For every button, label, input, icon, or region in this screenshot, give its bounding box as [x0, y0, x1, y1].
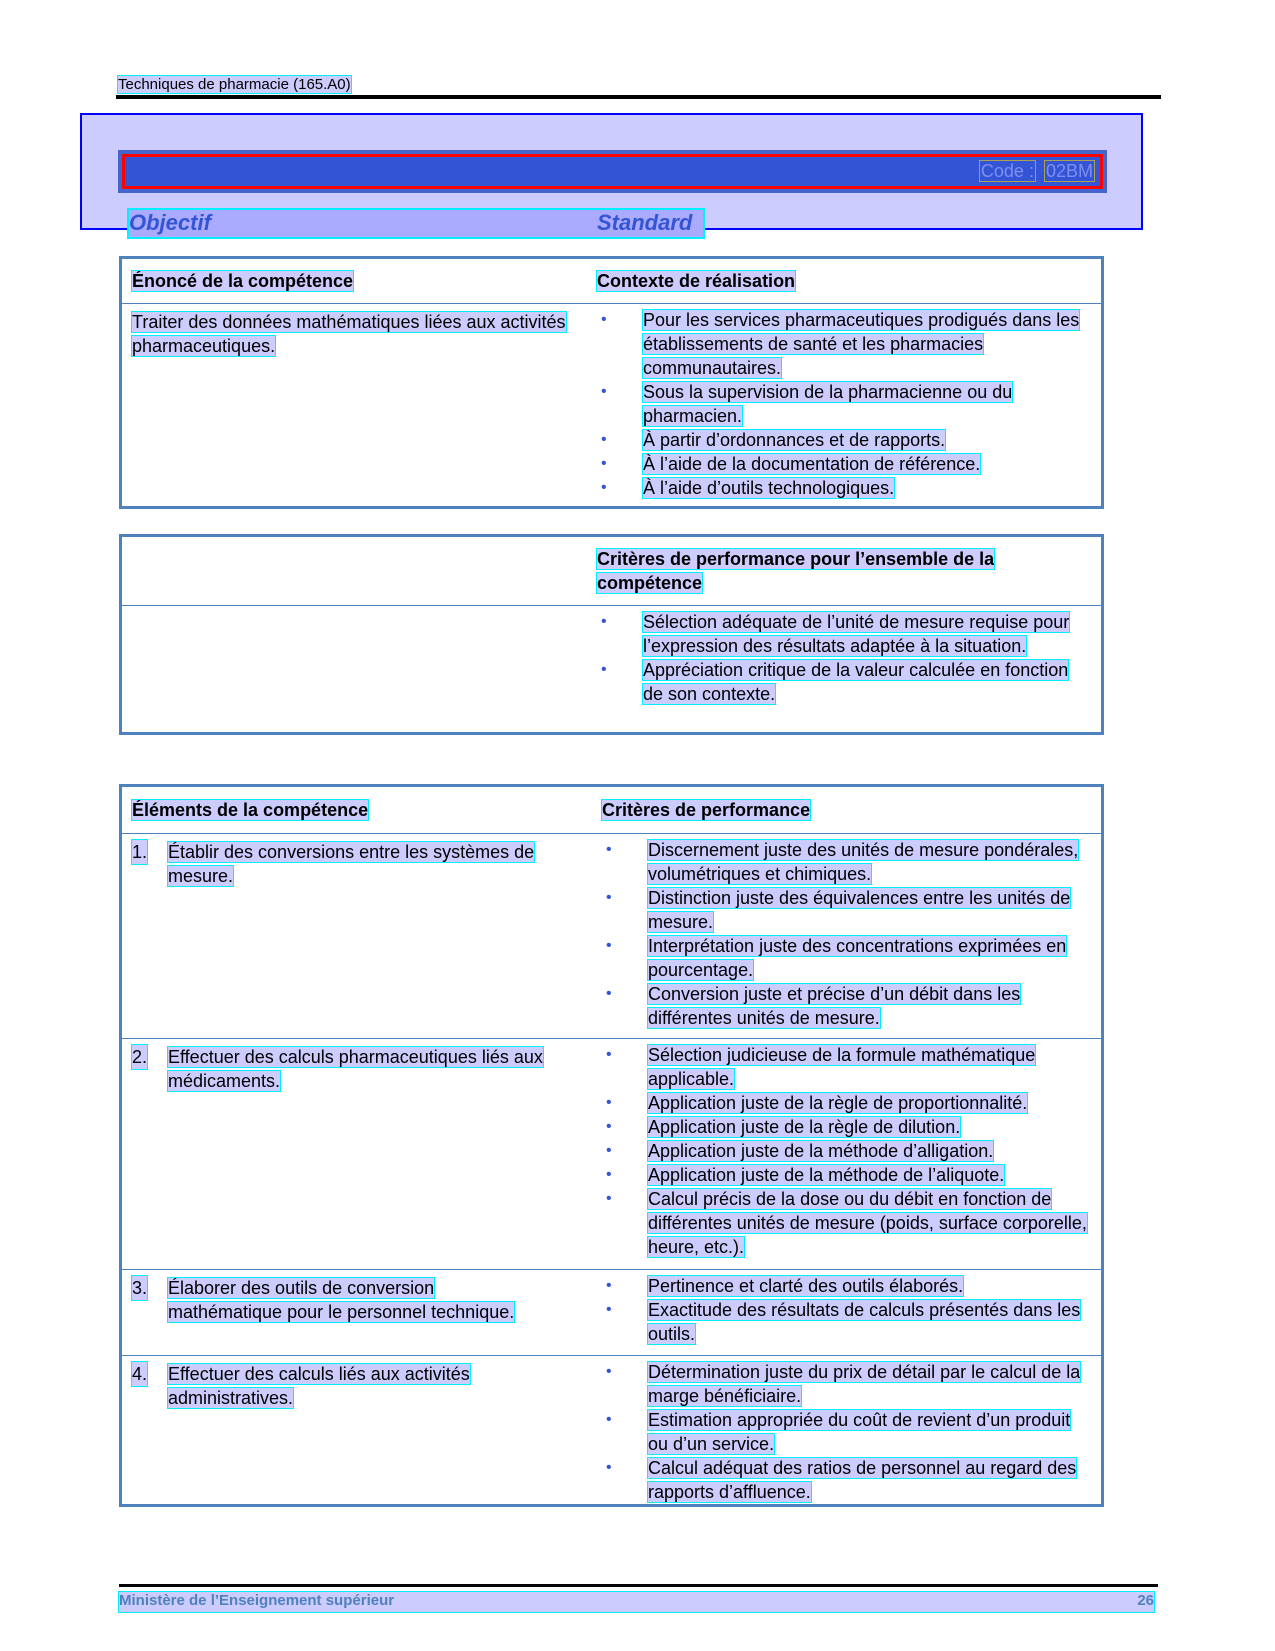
list-item: • Exactitude des résultats de calculs présentés dans les outils. — [602, 1298, 1093, 1346]
elements-table — [119, 784, 1104, 1507]
global-criteria-table — [119, 534, 1104, 735]
list-item: • Appréciation critique de la valeur calculée en fonction de son contexte. — [597, 658, 1093, 706]
list-item: • Application juste de la méthode de l’aliquote. — [602, 1163, 1093, 1187]
competency-statement: Traiter des données mathématiques liées aux activités pharmaceutiques. — [132, 312, 566, 356]
elements-header: Éléments de la compétence — [132, 800, 369, 820]
list-item: • Sélection judicieuse de la formule mathématique applicable. — [602, 1043, 1093, 1091]
list-item: • À partir d’ordonnances et de rapports. — [597, 428, 1093, 452]
context-list — [597, 308, 1093, 500]
element-text: Effectuer des calculs pharmaceutiques liés aux médicaments. — [168, 1047, 543, 1091]
element-row-3: 3. Élaborer des outils de conversion mathématique pour le personnel technique. • Pertinence et clarté des outils élaborés. • Exactitude des résultats de calculs présentés dans les outils. — [122, 1269, 1101, 1355]
ministry-name: Ministère de l’Enseignement supérieur — [119, 1592, 395, 1609]
program-header: Techniques de pharmacie (165.A0) — [118, 76, 351, 93]
list-item: • Application juste de la règle de proportionnalité. — [602, 1091, 1093, 1115]
competency-code — [980, 161, 1094, 182]
list-item: • Calcul adéquat des ratios de personnel au regard des rapports d’affluence. — [602, 1456, 1093, 1504]
list-item: • Conversion juste et précise d’un débit dans les différentes unités de mesure. — [602, 982, 1093, 1030]
footer — [119, 1592, 1154, 1612]
table-row — [122, 303, 1101, 504]
list-item: • Sous la supervision de la pharmacienne ou du pharmacien. — [597, 380, 1093, 428]
element-text: Établir des conversions entre les systèmes de mesure. — [168, 842, 535, 886]
criteria-list — [602, 1274, 1093, 1346]
table-header-row — [122, 259, 1101, 303]
competency-banner — [118, 150, 1107, 193]
table-header-row — [122, 787, 1101, 833]
element-text: Effectuer des calculs liés aux activités administratives. — [168, 1364, 470, 1408]
table-row — [122, 605, 1101, 731]
code-label: Code : — [980, 161, 1034, 181]
element-row-1: 1. Établir des conversions entre les systèmes de mesure. • Discernement juste des unités de mesure pondérales, volumétriques et chimiques. • Distinction juste des équivalences entre les unités de mesure. • Interprétation juste des concentrations exprimées en pourcentage. • Conversion juste et précise d’un débit dans les différentes unités de mesure. — [122, 833, 1101, 1038]
standard-label: Standard — [597, 210, 693, 235]
list-item: • Sélection adéquate de l’unité de mesure requise pour l’expression des résultats adaptée à la situation. — [597, 610, 1093, 658]
banner-inner — [122, 154, 1103, 189]
competency-statement-table — [119, 256, 1104, 509]
footer-rule — [119, 1584, 1158, 1587]
list-item: • Estimation appropriée du coût de revient d’un produit ou d’un service. — [602, 1408, 1093, 1456]
criteria-list — [597, 610, 1093, 706]
list-item: • Pour les services pharmaceutiques prodigués dans les établissements de santé et les pharmacies communautaires. — [597, 308, 1093, 380]
section-labels — [129, 210, 703, 237]
element-text: Élaborer des outils de conversion mathématique pour le personnel technique. — [168, 1278, 515, 1322]
list-item: • Calcul précis de la dose ou du débit en fonction de différentes unités de mesure (poids, surface corporelle, heure, etc.). — [602, 1187, 1093, 1259]
list-item: • Application juste de la règle de dilution. — [602, 1115, 1093, 1139]
list-item: • Distinction juste des équivalences entre les unités de mesure. — [602, 886, 1093, 934]
global-criteria-header: Critères de performance pour l’ensemble de la compétence — [597, 549, 995, 593]
list-item: • Pertinence et clarté des outils élaborés. — [602, 1274, 1093, 1298]
page-number: 26 — [1137, 1592, 1154, 1609]
list-item: • À l’aide de la documentation de référence. — [597, 452, 1093, 476]
list-item: • À l’aide d’outils technologiques. — [597, 476, 1093, 500]
element-row-4: 4. Effectuer des calculs liés aux activités administratives. • Détermination juste du prix de détail par le calcul de la marge bénéficiaire. • Estimation appropriée du coût de revient d’un produit ou d’un service. • Calcul adéquat des ratios de personnel au regard des rapports d’affluence. — [122, 1355, 1101, 1510]
objectif-label: Objectif — [129, 210, 211, 235]
list-item: • Discernement juste des unités de mesure pondérales, volumétriques et chimiques. — [602, 838, 1093, 886]
criteria-header: Critères de performance — [602, 800, 811, 820]
context-header: Contexte de réalisation — [597, 271, 796, 291]
code-value: 02BM — [1045, 161, 1093, 181]
list-item: • Interprétation juste des concentrations exprimées en pourcentage. — [602, 934, 1093, 982]
header-rule — [116, 95, 1161, 99]
criteria-list — [602, 1043, 1093, 1259]
criteria-list — [602, 1360, 1093, 1504]
list-item: • Application juste de la méthode d’alligation. — [602, 1139, 1093, 1163]
criteria-list — [602, 838, 1093, 1030]
element-row-2: 2. Effectuer des calculs pharmaceutiques liés aux médicaments. • Sélection judicieuse de la formule mathématique applicable. • Application juste de la règle de proportionnalité. • Application juste de la règle de dilution. • Application juste de la méthode d’alligation. • Application juste de la méthode de l’aliquote. • Calcul précis de la dose ou du débit en fonction de différentes unités de mesure (poids, surface corporelle, heure, etc.). — [122, 1038, 1101, 1269]
list-item: • Détermination juste du prix de détail par le calcul de la marge bénéficiaire. — [602, 1360, 1093, 1408]
statement-header: Énoncé de la compétence — [132, 271, 354, 291]
table-header-row — [122, 537, 1101, 605]
